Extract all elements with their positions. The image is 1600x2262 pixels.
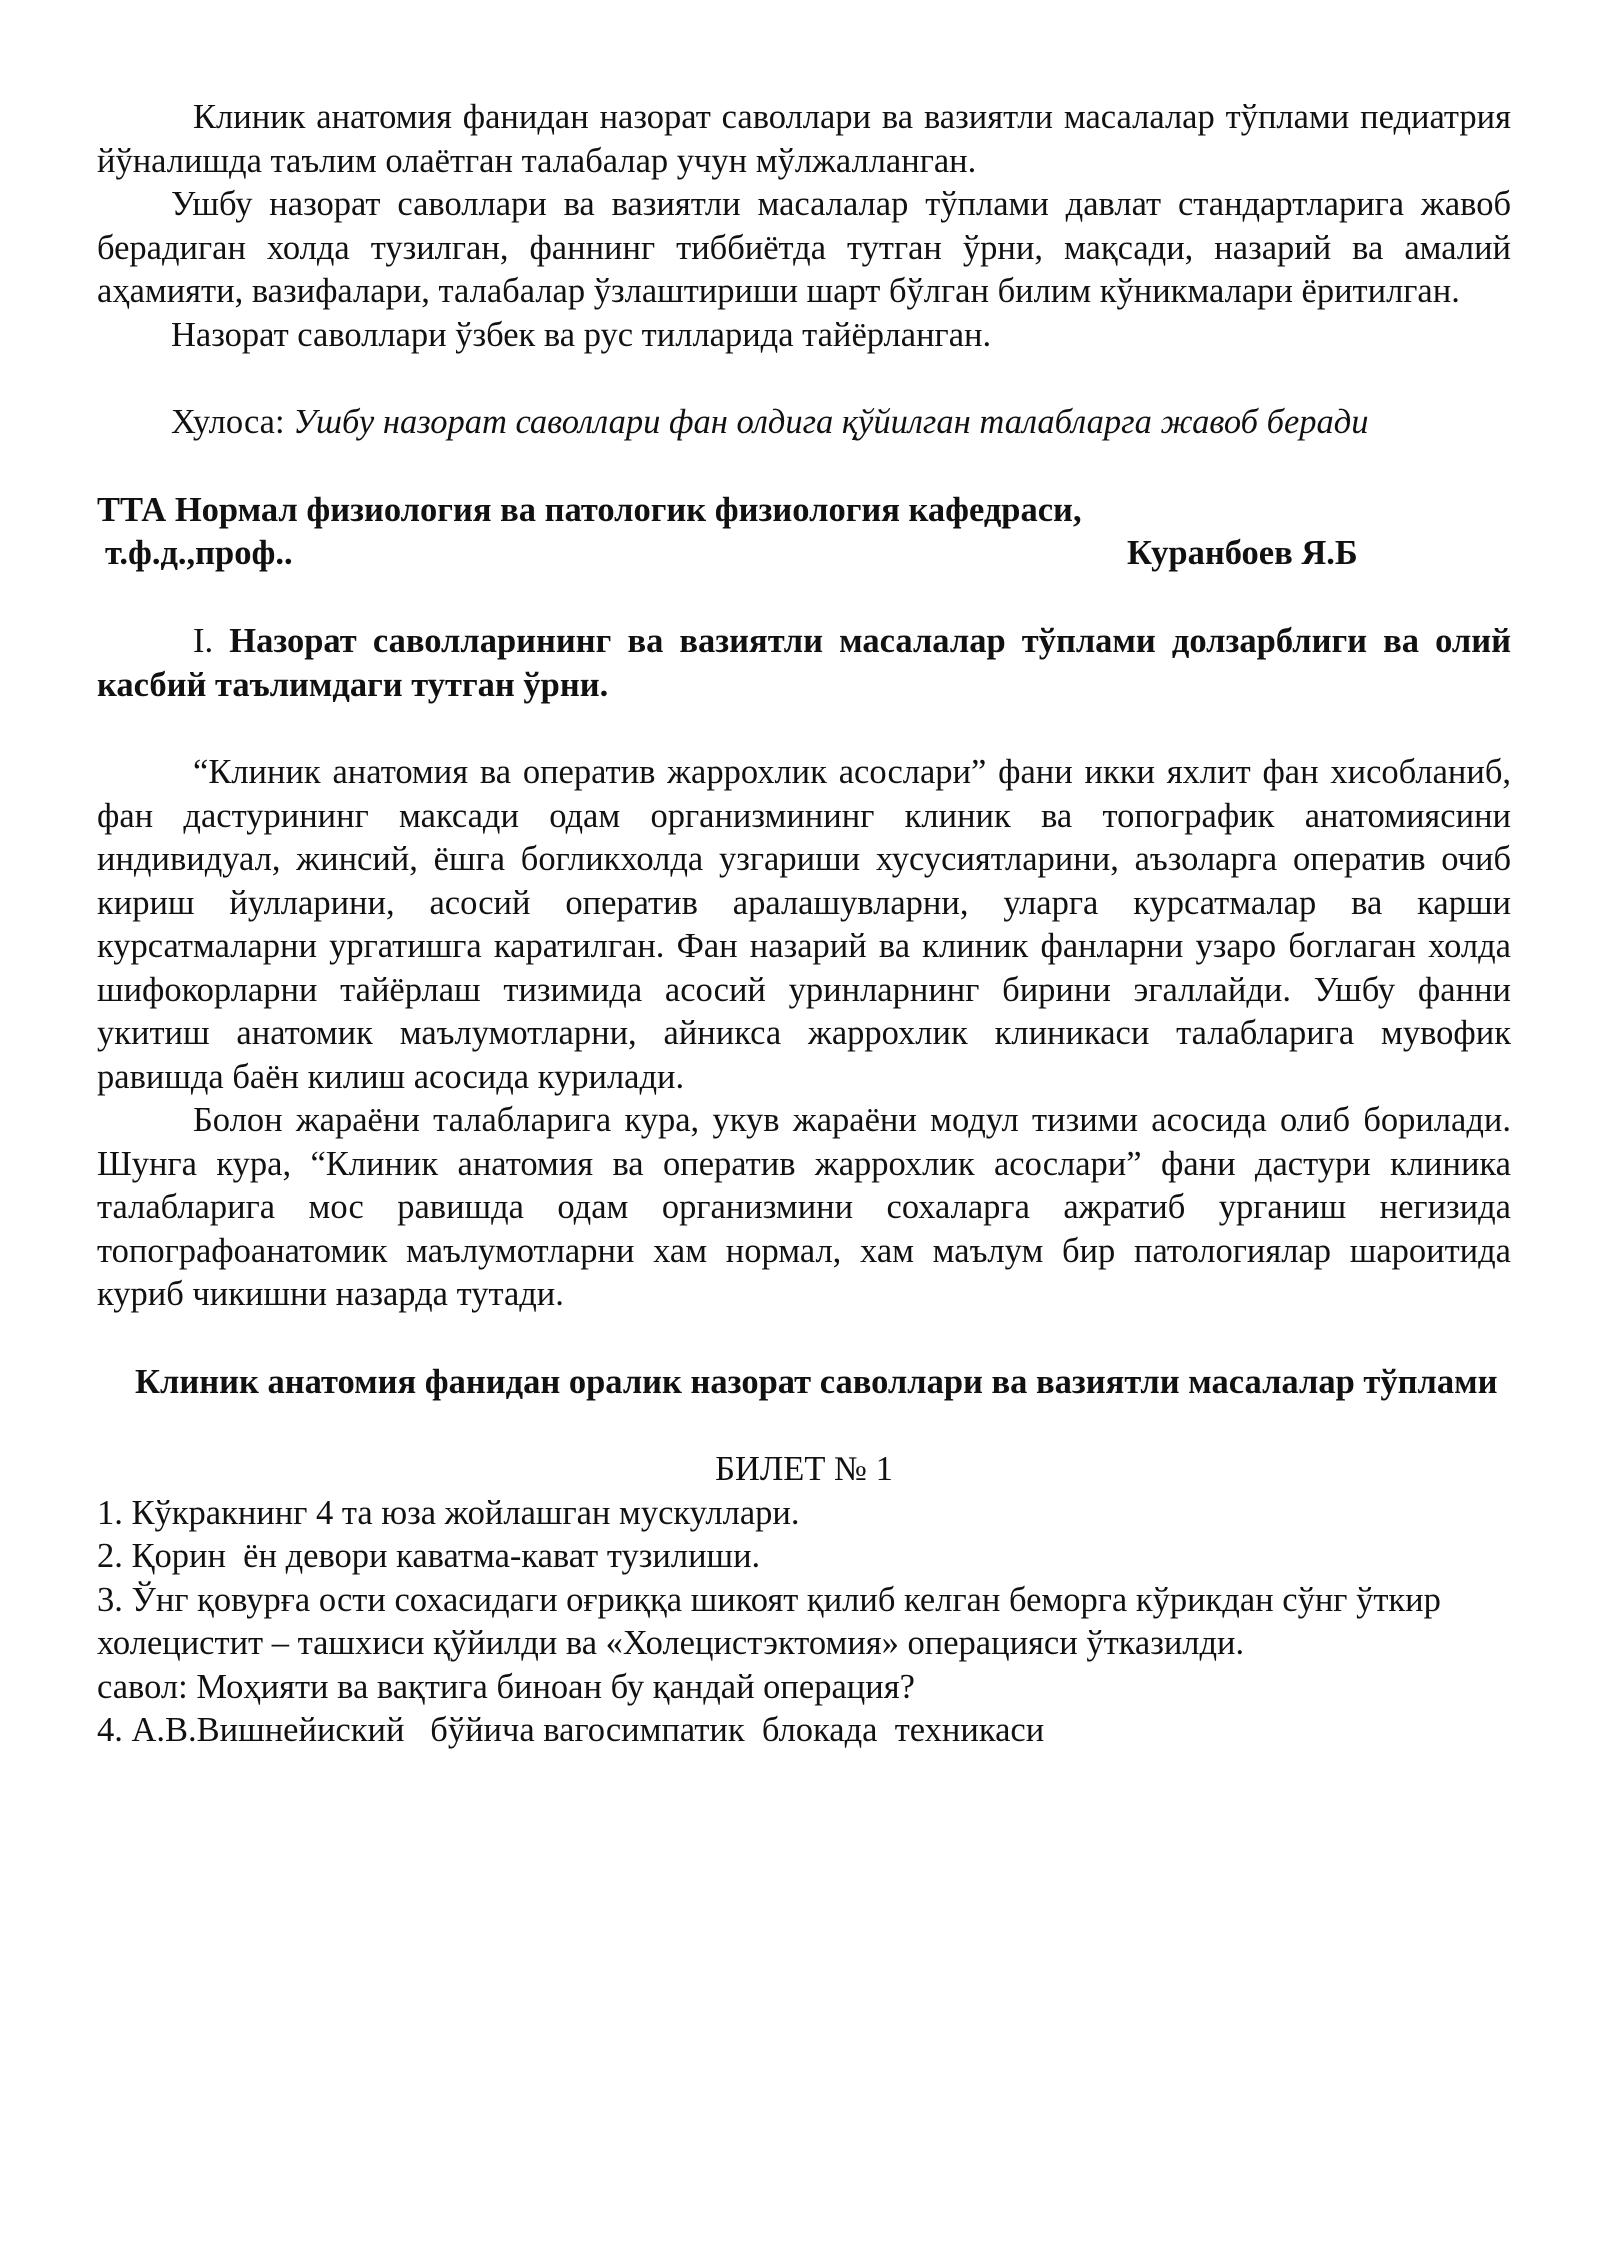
section-heading: [97, 620, 1511, 707]
spacer: [97, 707, 1511, 751]
spacer: [97, 357, 1511, 401]
question-1: 1. Кўкракнинг 4 та юза жойлашган мускуллари.: [97, 1493, 800, 1532]
conclusion-label: Хулоса:: [171, 403, 294, 441]
signature-row: [97, 532, 1511, 576]
body-paragraph-1: “Клиник анатомия ва оператив жаррохлик асослари” фани икки яхлит фан хисобланиб, фан дастурининг максади одам организмининг клиник ва топографик анатомиясини индивидуал, жинсий, ёшга богликхолда узгариши хусусиятларини, аъзоларга оператив очиб кириш йулларини, асосий оператив аралашувларни, уларга курсатмалар ва карши курсатмаларни ургатишга каратилган. Фан назарий ва клиник фанларни узаро боглаган холда шифокорларни тайёрлаш тизимида асосий уринларнинг бирини эгаллайди. Ушбу фанни укитиш анатомик маълумотларни, айникса жаррохлик клиникаси талабларига мувофик равишда баён килиш асосида курилади.: [97, 753, 1511, 1096]
section-title: Назорат саволларининг ва вазиятли масалалар тўплами долзарблиги ва олий касбий таълимдаги тутган ўрни.: [97, 622, 1511, 704]
intro-paragraph-2: Ушбу назорат саволлари ва вазиятли масалалар тўплами давлат стандартларига жавоб берадиган холда тузилган, фаннинг тиббиётда тутган ўрни, мақсади, назарий ва амалий аҳамияти, вазифалари, талабалар ўзлаштириши шарт бўлган билим кўникмалари ёритилган.: [97, 185, 1511, 310]
department-name: ТТА Нормал физиология ва патологик физиология кафедраси,: [97, 490, 1082, 529]
question-3-prompt: савол: Моҳияти ва вақтига биноан бу қандай операция?: [97, 1667, 915, 1706]
intro-paragraph-1: Клиник анатомия фанидан назорат саволлари ва вазиятли масалалар тўплами педиатрия йўналишда таълим олаётган талабалар учун мўлжалланган.: [97, 98, 1511, 180]
academic-degree: т.ф.д.,проф..: [105, 534, 293, 572]
question-4: 4. А.В.Вишнейиский бўйича вагосимпатик блокада техникаси: [97, 1711, 1045, 1749]
conclusion-line: [97, 401, 1511, 445]
body-paragraph-2: Болон жараёни талабларига кура, укув жараёни модул тизими асосида олиб борилади. Шунга кура, “Клиник анатомия ва оператив жаррохлик асослари” фани дастури клиника талабларига мос равишда одам организмини сохаларга ажратиб урганиш негизида топографоанатомик маълумотларни хам нормал, хам маълум бир патологиялар шароитида куриб чикишни назарда тутади.: [97, 1101, 1511, 1313]
section-number: I.: [193, 622, 230, 660]
intro-paragraph-3: Назорат саволлари ўзбек ва рус тилларида тайёрланган.: [171, 315, 992, 354]
questions-subtitle: Клиник анатомия фанидан оралик назорат саволлари ва вазиятли масалалар тўплами: [135, 1362, 1498, 1401]
author-name: Куранбоев Я.Б: [1127, 534, 1358, 572]
spacer: [97, 445, 1511, 489]
spacer: [97, 1404, 1511, 1448]
spacer: [97, 576, 1511, 620]
spacer: [97, 1317, 1511, 1361]
question-2: 2. Қорин ён девори каватма-кават тузилиши.: [97, 1537, 761, 1575]
document-page: [97, 96, 1511, 1753]
conclusion-text: Ушбу назорат саволлари фан олдига қўйилган талабларга жавоб беради: [293, 403, 1369, 441]
ticket-title: БИЛЕТ № 1: [715, 1450, 893, 1488]
question-3: 3. Ўнг қовурға ости сохасидаги оғриққа шикоят қилиб келган беморга кўрикдан сўнг ўткир холецистит – ташхиси қўйилди ва «Холецистэктомия» операцияси ўтказилди.: [97, 1580, 1450, 1662]
